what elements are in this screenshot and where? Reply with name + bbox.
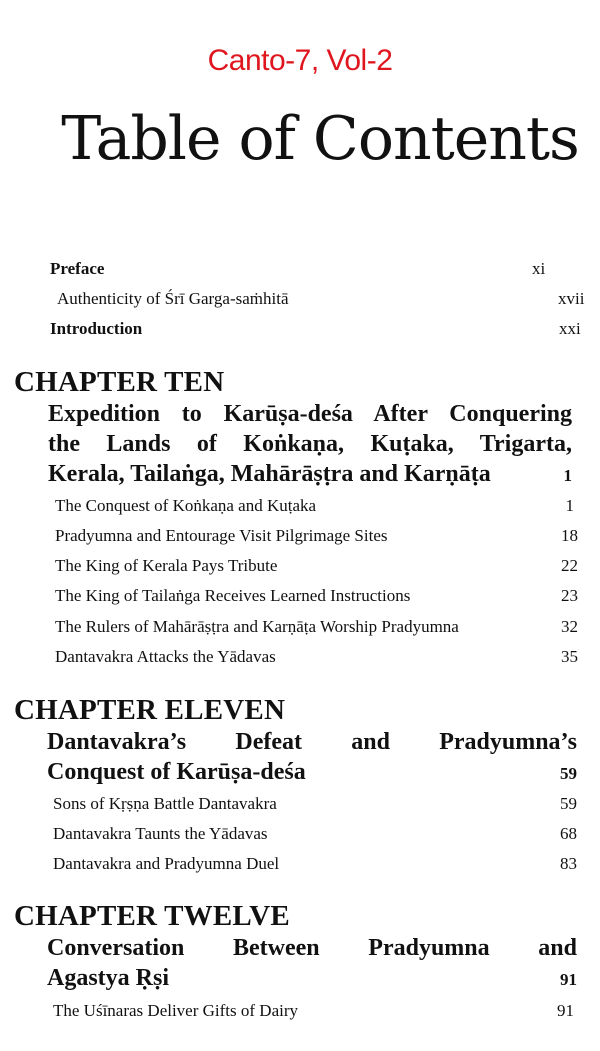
entry-label: The King of Tailaṅga Receives Learned Instructions [55, 586, 411, 605]
entry-label: The Uśīnaras Deliver Gifts of Dairy [53, 1001, 299, 1020]
entry-label: The Conquest of Koṅkaṇa and Kuṭaka [55, 496, 317, 515]
entry-label: Authenticity of Śrī Garga-saṁhitā [57, 289, 289, 308]
entry-page: xi [532, 259, 546, 278]
toc-entry [55, 556, 578, 576]
entry-label: Preface [50, 259, 105, 278]
toc-entry [55, 496, 574, 516]
chapter-heading-ten: CHAPTER TEN [14, 366, 225, 398]
toc-entry-authenticity [57, 289, 589, 309]
entry-label: Dantavakra Attacks the Yādavas [55, 647, 276, 666]
entry-page: 59 [560, 794, 577, 813]
chapter-title-line: Conversation Between Pradyumna and [47, 935, 577, 961]
chapter-title-twelve [47, 933, 577, 995]
entry-page: 1 [565, 496, 574, 515]
canto-label: Canto-7, Vol-2 [207, 44, 393, 77]
chapter-title-line: the Lands of Koṅkaṇa, Kuṭaka, Trigarta, [48, 431, 572, 457]
toc-entry [55, 586, 578, 606]
chapter-page: 59 [560, 764, 577, 783]
chapter-title-last-line [47, 963, 577, 995]
chapter-page: 91 [560, 970, 577, 989]
chapter-title-last-line [47, 757, 577, 789]
toc-entry-preface [50, 259, 576, 279]
chapter-title-line: Dantavakra’s Defeat and Pradyumna’s [47, 729, 577, 755]
chapter-title-line: Agastya Ṛṣi [47, 965, 170, 991]
toc-entry [55, 617, 578, 637]
entry-label: The Rulers of Mahārāṣṭra and Karṇāṭa Worship Pradyumna [55, 617, 459, 636]
entry-label: Dantavakra Taunts the Yādavas [53, 824, 268, 843]
toc-entry [53, 794, 577, 814]
entry-page: 68 [560, 824, 577, 843]
chapter-title-line: Expedition to Karūṣa-deśa After Conquering [48, 401, 572, 427]
page-title: Table of Contents [61, 104, 579, 174]
entry-page: 91 [557, 1001, 574, 1020]
entry-label: Pradyumna and Entourage Visit Pilgrimage Sites [55, 526, 388, 545]
entry-page: 35 [561, 647, 578, 666]
entry-page: xxi [559, 319, 581, 338]
entry-label: Dantavakra and Pradyumna Duel [53, 854, 280, 873]
toc-entry-introduction [50, 319, 583, 339]
entry-label: The King of Kerala Pays Tribute [55, 556, 278, 575]
toc-entry [53, 854, 577, 874]
entry-page: 23 [561, 586, 578, 605]
toc-entry [53, 824, 577, 844]
chapter-title-last-line [48, 459, 572, 491]
toc-entry [55, 526, 578, 546]
toc-entry [55, 647, 578, 667]
entry-page: 18 [561, 526, 578, 545]
chapter-title-ten [48, 399, 572, 491]
entry-page: 22 [561, 556, 578, 575]
entry-label: Sons of Kṛṣṇa Battle Dantavakra [53, 794, 277, 813]
entry-label: Introduction [50, 319, 143, 338]
entry-page: 32 [561, 617, 578, 636]
chapter-title-line: Conquest of Karūṣa-deśa [47, 759, 306, 785]
chapter-page: 1 [563, 466, 572, 485]
toc-entry [53, 1001, 574, 1021]
chapter-heading-eleven: CHAPTER ELEVEN [14, 694, 286, 726]
chapter-heading-twelve: CHAPTER TWELVE [14, 900, 290, 932]
entry-page: 83 [560, 854, 577, 873]
entry-page: xvii [558, 289, 585, 308]
chapter-title-line: Kerala, Tailaṅga, Mahārāṣṭra and Karṇāṭa [48, 461, 491, 487]
chapter-title-eleven [47, 727, 577, 789]
